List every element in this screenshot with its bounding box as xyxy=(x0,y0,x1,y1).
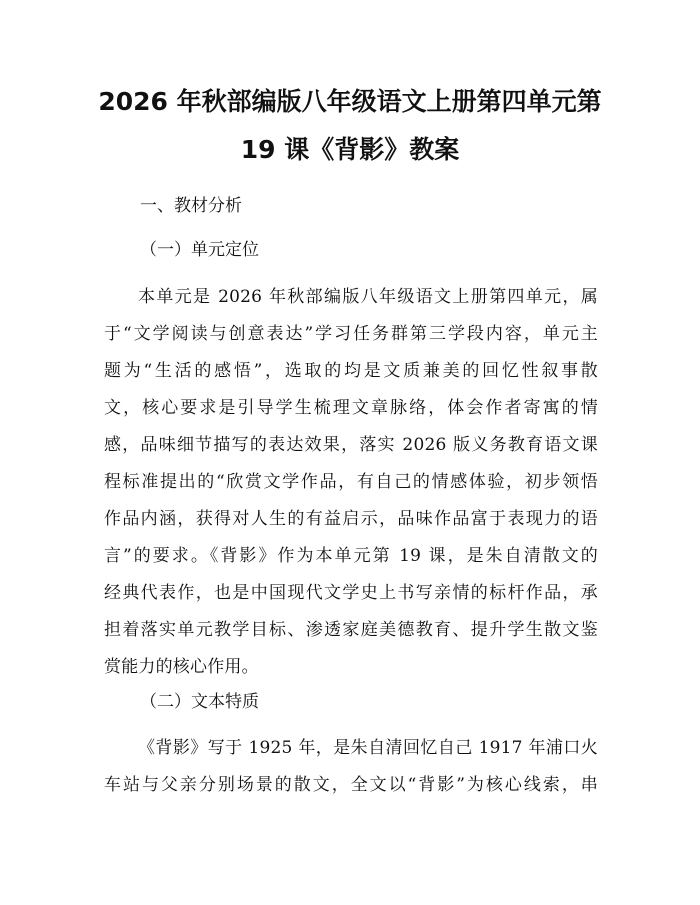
paragraph-line: 程标准提出的“欣赏文学作品，有自己的情感体验，初步领悟 xyxy=(104,472,598,492)
paragraph-line: 文，核心要求是引导学生梳理文章脉络，体会作者寄寓的情 xyxy=(104,398,598,418)
paragraph-line: 于“文学阅读与创意表达”学习任务群第三学段内容，单元主 xyxy=(104,324,598,344)
subsection-heading-text-characteristics: （二）文本特质 xyxy=(140,692,259,712)
subsection-heading-unit-positioning: （一）单元定位 xyxy=(140,240,259,260)
paragraph-line: 赏能力的核心作用。 xyxy=(104,657,259,677)
paragraph-line: 本单元是 2026 年秋部编版八年级语文上册第四单元，属 xyxy=(138,287,598,307)
paragraph-line: 担着落实单元教学目标、渗透家庭美德教育、提升学生散文鉴 xyxy=(104,620,598,640)
document-title-line-1: 2026 年秋部编版八年级语文上册第四单元第 xyxy=(98,87,602,116)
paragraph-line: 题为“生活的感悟”，选取的均是文质兼美的回忆性叙事散 xyxy=(104,361,598,381)
paragraph-line: 《背影》写于 1925 年，是朱自清回忆自己 1917 年浦口火 xyxy=(138,738,598,758)
paragraph-text-characteristics xyxy=(104,736,598,810)
paragraph-unit-positioning xyxy=(104,285,598,692)
paragraph-line: 经典代表作，也是中国现代文学史上书写亲情的标杆作品，承 xyxy=(104,583,598,603)
document-title-line-2: 19 课《背影》教案 xyxy=(240,135,460,164)
section-heading-teaching-material-analysis: 一、教材分析 xyxy=(140,196,242,216)
paragraph-line: 感，品味细节描写的表达效果，落实 2026 版义务教育语文课 xyxy=(104,435,598,455)
paragraph-line: 作品内涵，获得对人生的有益启示，品味作品富于表现力的语 xyxy=(104,509,598,529)
paragraph-line: 车站与父亲分别场景的散文，全文以“背影”为核心线索，串 xyxy=(104,775,598,795)
paragraph-line: 言”的要求。《背影》作为本单元第 19 课，是朱自清散文的 xyxy=(104,546,598,566)
